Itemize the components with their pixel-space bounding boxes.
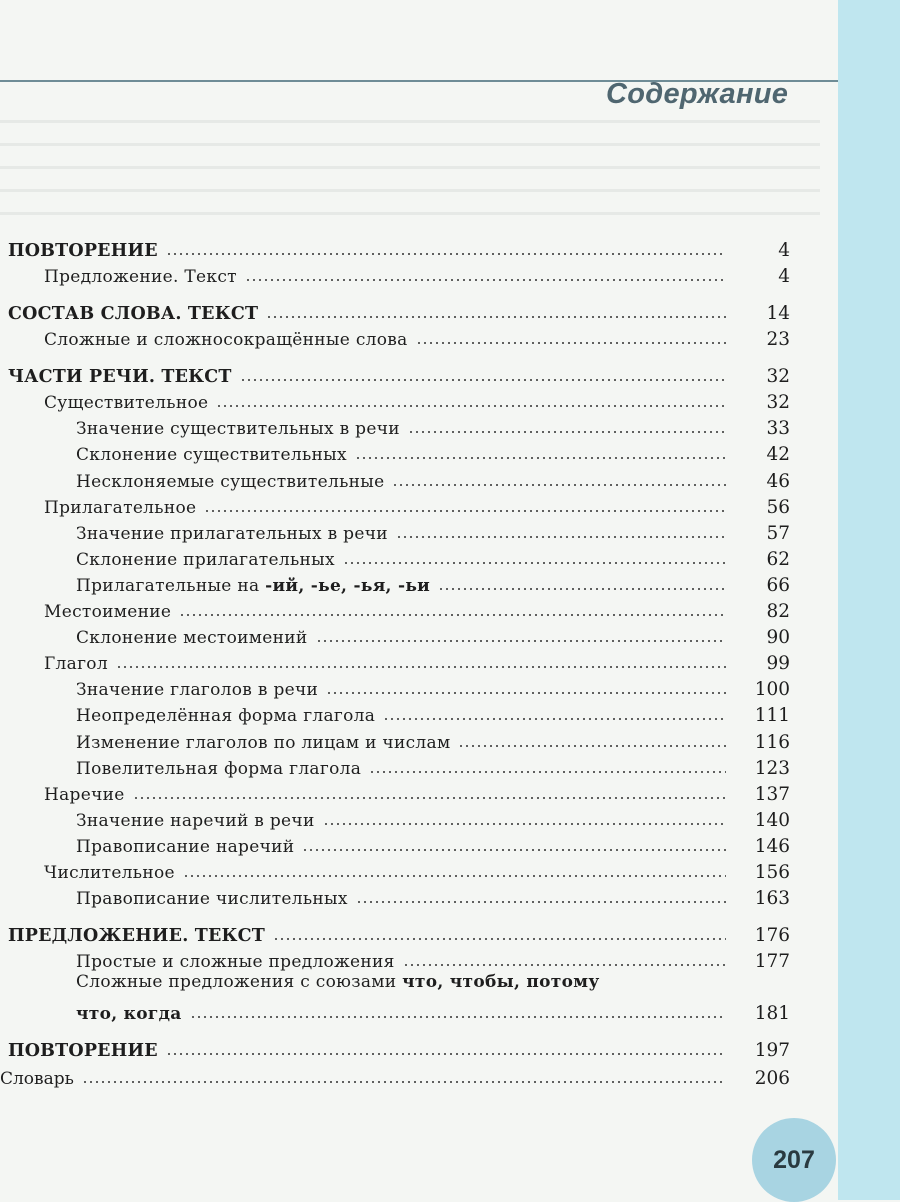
toc-page: 14 <box>766 303 790 325</box>
page-number-badge: 207 <box>752 1118 836 1202</box>
toc-subitem[interactable] <box>0 946 790 972</box>
dot-leader <box>302 849 726 851</box>
toc-label: Правописание наречий <box>76 836 295 857</box>
dot-leader <box>190 1016 726 1018</box>
toc-page: 56 <box>766 496 790 518</box>
toc-page: 66 <box>766 574 790 596</box>
toc-page: 140 <box>754 809 790 831</box>
toc-subitem[interactable] <box>0 726 790 752</box>
toc-label: Склонение существительных <box>76 445 347 466</box>
toc-label <box>76 576 430 596</box>
toc-page: 123 <box>754 757 790 779</box>
toc-label: Наречие <box>44 784 125 805</box>
toc-label: Сложные и сложносокращённые слова <box>44 330 408 351</box>
toc-page: 197 <box>754 1040 790 1062</box>
toc-label: Прилагательное <box>44 497 197 518</box>
toc-label: Значение прилагательных в речи <box>76 523 388 544</box>
dot-leader <box>240 379 726 381</box>
complex-text: Сложные предложения с союзами <box>76 972 403 993</box>
toc-page: 176 <box>754 925 790 947</box>
toc-page: 146 <box>754 835 790 857</box>
toc-label: ЧАСТИ РЕЧИ. ТЕКСТ <box>8 367 232 388</box>
toc-page: 33 <box>766 418 790 440</box>
table-of-contents <box>0 227 790 1089</box>
dot-leader <box>166 1053 726 1055</box>
toc-page: 82 <box>766 601 790 623</box>
toc-item[interactable] <box>0 324 790 350</box>
toc-subitem[interactable] <box>0 544 790 570</box>
toc-label: Значение наречий в речи <box>76 810 315 831</box>
toc-page: 181 <box>754 1003 790 1025</box>
toc-subitem[interactable] <box>0 831 790 857</box>
endings-prefix: Прилагательные на <box>76 575 266 596</box>
toc-page: 4 <box>778 266 790 288</box>
toc-label: Значение существительных в речи <box>76 419 400 440</box>
toc-label: Числительное <box>44 862 175 883</box>
toc-subitem[interactable] <box>0 413 790 439</box>
toc-page: 156 <box>754 861 790 883</box>
dot-leader <box>326 692 726 694</box>
dot-leader <box>179 614 726 616</box>
toc-page: 99 <box>766 653 790 675</box>
side-color-band <box>838 0 900 1200</box>
toc-page: 116 <box>754 731 790 753</box>
toc-page: 46 <box>766 470 790 492</box>
toc-page: 57 <box>766 522 790 544</box>
dot-leader <box>204 510 726 512</box>
toc-section-word-structure[interactable] <box>0 296 790 324</box>
toc-item-adjective[interactable] <box>0 492 790 518</box>
toc-item-verb[interactable] <box>0 648 790 674</box>
toc-item-adverb[interactable] <box>0 779 790 805</box>
toc-item-numeral[interactable] <box>0 857 790 883</box>
toc-label: Склонение местоимений <box>76 628 308 649</box>
toc-subitem[interactable] <box>0 518 790 544</box>
dot-leader <box>356 901 726 903</box>
toc-label: ПРЕДЛОЖЕНИЕ. ТЕКСТ <box>8 926 266 947</box>
toc-subitem[interactable] <box>0 883 790 909</box>
toc-subitem-adjective-endings[interactable] <box>0 570 790 596</box>
toc-item[interactable] <box>0 261 790 287</box>
dot-leader <box>316 640 726 642</box>
dot-leader <box>82 1081 726 1083</box>
dot-leader <box>116 666 726 668</box>
toc-item-dictionary[interactable] <box>0 1061 790 1089</box>
dot-leader <box>166 253 726 255</box>
toc-subitem[interactable] <box>0 674 790 700</box>
toc-item-noun[interactable] <box>0 387 790 413</box>
toc-item-pronoun[interactable] <box>0 596 790 622</box>
toc-label: ПОВТОРЕНИЕ <box>8 241 158 261</box>
toc-label: Значение глаголов в речи <box>76 680 319 701</box>
page-title: Содержание <box>606 78 789 110</box>
toc-page: 111 <box>754 705 790 727</box>
toc-label: Неопределённая форма глагола <box>76 706 376 727</box>
toc-subitem[interactable] <box>0 439 790 465</box>
toc-section-sentence[interactable] <box>0 918 790 946</box>
complex-conjunctions-1: что, чтобы, потому <box>402 972 600 993</box>
toc-page: 23 <box>766 329 790 351</box>
dot-leader <box>392 484 726 486</box>
dot-leader <box>408 431 726 433</box>
endings-suffixes: -ий, -ье, -ья, -ьи <box>265 575 431 596</box>
dot-leader <box>273 938 726 940</box>
dot-leader <box>355 457 726 459</box>
dot-leader <box>396 536 726 538</box>
dot-leader <box>383 718 726 720</box>
complex-conjunctions-2: что, когда <box>76 1004 182 1025</box>
dot-leader <box>438 588 726 590</box>
toc-label: Изменение глаголов по лицам и числам <box>76 732 451 753</box>
toc-subitem[interactable] <box>0 700 790 726</box>
toc-page: 163 <box>754 888 790 910</box>
toc-subitem[interactable] <box>0 622 790 648</box>
toc-page: 137 <box>754 783 790 805</box>
toc-page: 62 <box>766 548 790 570</box>
toc-label: Существительное <box>44 393 209 414</box>
toc-label: Местоимение <box>44 602 172 623</box>
toc-section-parts-of-speech[interactable] <box>0 359 790 387</box>
toc-subitem-complex-line1[interactable] <box>0 972 726 998</box>
toc-page: 32 <box>766 392 790 414</box>
dot-leader <box>245 279 726 281</box>
toc-page: 177 <box>754 951 790 973</box>
toc-label: Правописание числительных <box>76 889 348 910</box>
toc-section-repeat-final[interactable] <box>0 1033 790 1061</box>
toc-page: 42 <box>766 444 790 466</box>
toc-subitem[interactable] <box>0 465 790 491</box>
toc-section-repeat[interactable] <box>0 233 790 261</box>
toc-label: Предложение. Текст <box>44 267 237 288</box>
toc-label: Глагол <box>44 654 108 675</box>
toc-label: Простые и сложные предложения <box>76 952 395 973</box>
dot-leader <box>369 771 726 773</box>
toc-label: СОСТАВ СЛОВА. ТЕКСТ <box>8 304 259 325</box>
toc-subitem-complex-line2[interactable] <box>0 998 790 1024</box>
dot-leader <box>343 562 726 564</box>
toc-label: ПОВТОРЕНИЕ <box>8 1041 158 1062</box>
toc-subitem[interactable] <box>0 805 790 831</box>
toc-label: Несклоняемые существительные <box>76 471 385 492</box>
dot-leader <box>133 797 726 799</box>
dot-leader <box>266 316 726 318</box>
toc-page: 206 <box>754 1068 790 1090</box>
dot-leader <box>416 342 726 344</box>
toc-subitem[interactable] <box>0 753 790 779</box>
toc-label: Словарь <box>0 1069 74 1090</box>
toc-label: Склонение прилагательных <box>76 549 335 570</box>
dot-leader <box>403 964 726 966</box>
show-through-texture <box>0 120 820 230</box>
dot-leader <box>458 745 726 747</box>
toc-page: 4 <box>778 240 790 261</box>
dot-leader <box>216 405 726 407</box>
toc-page: 100 <box>754 679 790 701</box>
dot-leader <box>183 875 726 877</box>
dot-leader <box>323 823 726 825</box>
toc-page: 32 <box>766 366 790 388</box>
toc-page: 90 <box>766 627 790 649</box>
toc-label: Повелительная форма глагола <box>76 758 362 779</box>
